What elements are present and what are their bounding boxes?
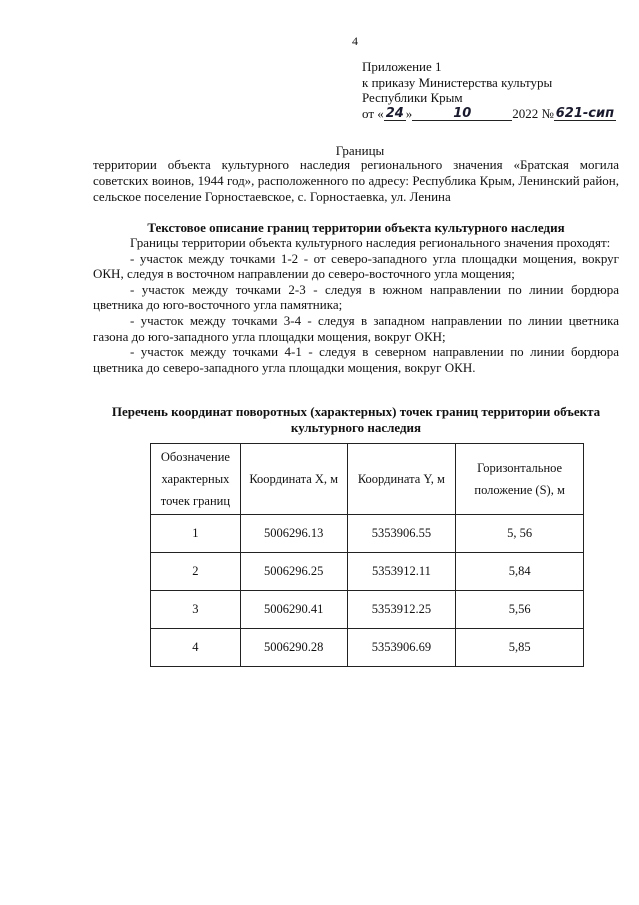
coordinates-heading (93, 404, 619, 436)
header-text: точек границ (160, 494, 231, 508)
table-cell-x: 5006290.28 (240, 629, 347, 667)
date-sep: » (405, 105, 413, 121)
date-year: 2022 № (512, 105, 554, 121)
appendix-line-1: Приложение 1 (362, 59, 442, 74)
table-cell-x: 5006296.13 (240, 515, 347, 553)
table-cell-s: 5, 56 (456, 515, 584, 553)
header-horizontal-position (456, 444, 584, 515)
table-cell-s: 5,85 (456, 629, 584, 667)
table-cell-point: 4 (151, 629, 241, 667)
date-month: 10 (412, 106, 512, 121)
boundary-description (93, 235, 619, 375)
header-text: Горизонтальное (477, 461, 563, 475)
subtitle-line-2: советских воинов, 1944 год», расположенного по адресу: Республика Крым, Ленинский район, (93, 173, 619, 188)
description-item: - участок между точками 2-3 - следуя в южном направлении по линии бордюра цветника до юго-восточного угла памятника; (93, 281, 619, 313)
table-cell-y: 5353912.11 (347, 553, 456, 591)
order-number: 621-сип (555, 106, 615, 121)
table-cell-y: 5353906.69 (347, 629, 456, 667)
order-date-line (362, 106, 616, 122)
subtitle-line-1: территории объекта культурного наследия регионального значения «Братская могила (93, 157, 619, 172)
table-row (151, 629, 584, 667)
header-coordinate-x: Координата X, м (240, 444, 347, 515)
subtitle-line-3: сельское поселение Горностаевское, с. Горностаевка, ул. Ленина (93, 189, 451, 204)
appendix-line-3: Республики Крым (362, 90, 463, 105)
header-coordinate-y: Координата Y, м (347, 444, 456, 515)
document-title: Границы (335, 143, 385, 158)
header-point-designation (151, 444, 241, 515)
date-day: 24 (385, 106, 404, 121)
table-cell-s: 5,56 (456, 591, 584, 629)
document-subtitle (93, 157, 619, 205)
coordinates-heading-line-2: культурного наследия (290, 420, 422, 435)
table-cell-x: 5006290.41 (240, 591, 347, 629)
table-cell-point: 1 (151, 515, 241, 553)
table-cell-x: 5006296.25 (240, 553, 347, 591)
date-prefix: от « (362, 105, 384, 121)
header-text: Обозначение (160, 450, 230, 464)
description-item: - участок между точками 4-1 - следуя в северном направлении по линии бордюра цветника до северо-западного угла площадки мощения, вокруг ОКН. (93, 344, 619, 375)
table-cell-point: 3 (151, 591, 241, 629)
table-cell-y: 5353912.25 (347, 591, 456, 629)
description-item: - участок между точками 3-4 - следуя в западном направлении по линии цветника газона до юго-западного угла площадки мощения, вокруг ОКН; (93, 312, 619, 344)
table-row (151, 591, 584, 629)
appendix-line-2: к приказу Министерства культуры (362, 74, 553, 90)
coordinates-heading-line-1: Перечень координат поворотных (характерных) точек границ территории объекта (111, 404, 601, 419)
table-header-row (151, 444, 584, 515)
header-text: характерных (161, 472, 230, 486)
table-cell-s: 5,84 (456, 553, 584, 591)
appendix-block (362, 59, 616, 121)
description-intro: Границы территории объекта культурного наследия регионального значения проходят: (130, 235, 611, 250)
table-row (151, 553, 584, 591)
section-heading: Текстовое описание границ территории объекта культурного наследия (147, 220, 565, 235)
table-cell-point: 2 (151, 553, 241, 591)
header-text: положение (S), м (474, 483, 565, 497)
coordinates-table (150, 443, 584, 667)
page-number: 4 (352, 34, 358, 48)
description-item: - участок между точками 1-2 - от северо-западного угла площадки мощения, вокруг ОКН, следуя в восточном направлении до северо-восточного угла мощения; (93, 250, 619, 282)
table-row (151, 515, 584, 553)
table-cell-y: 5353906.55 (347, 515, 456, 553)
